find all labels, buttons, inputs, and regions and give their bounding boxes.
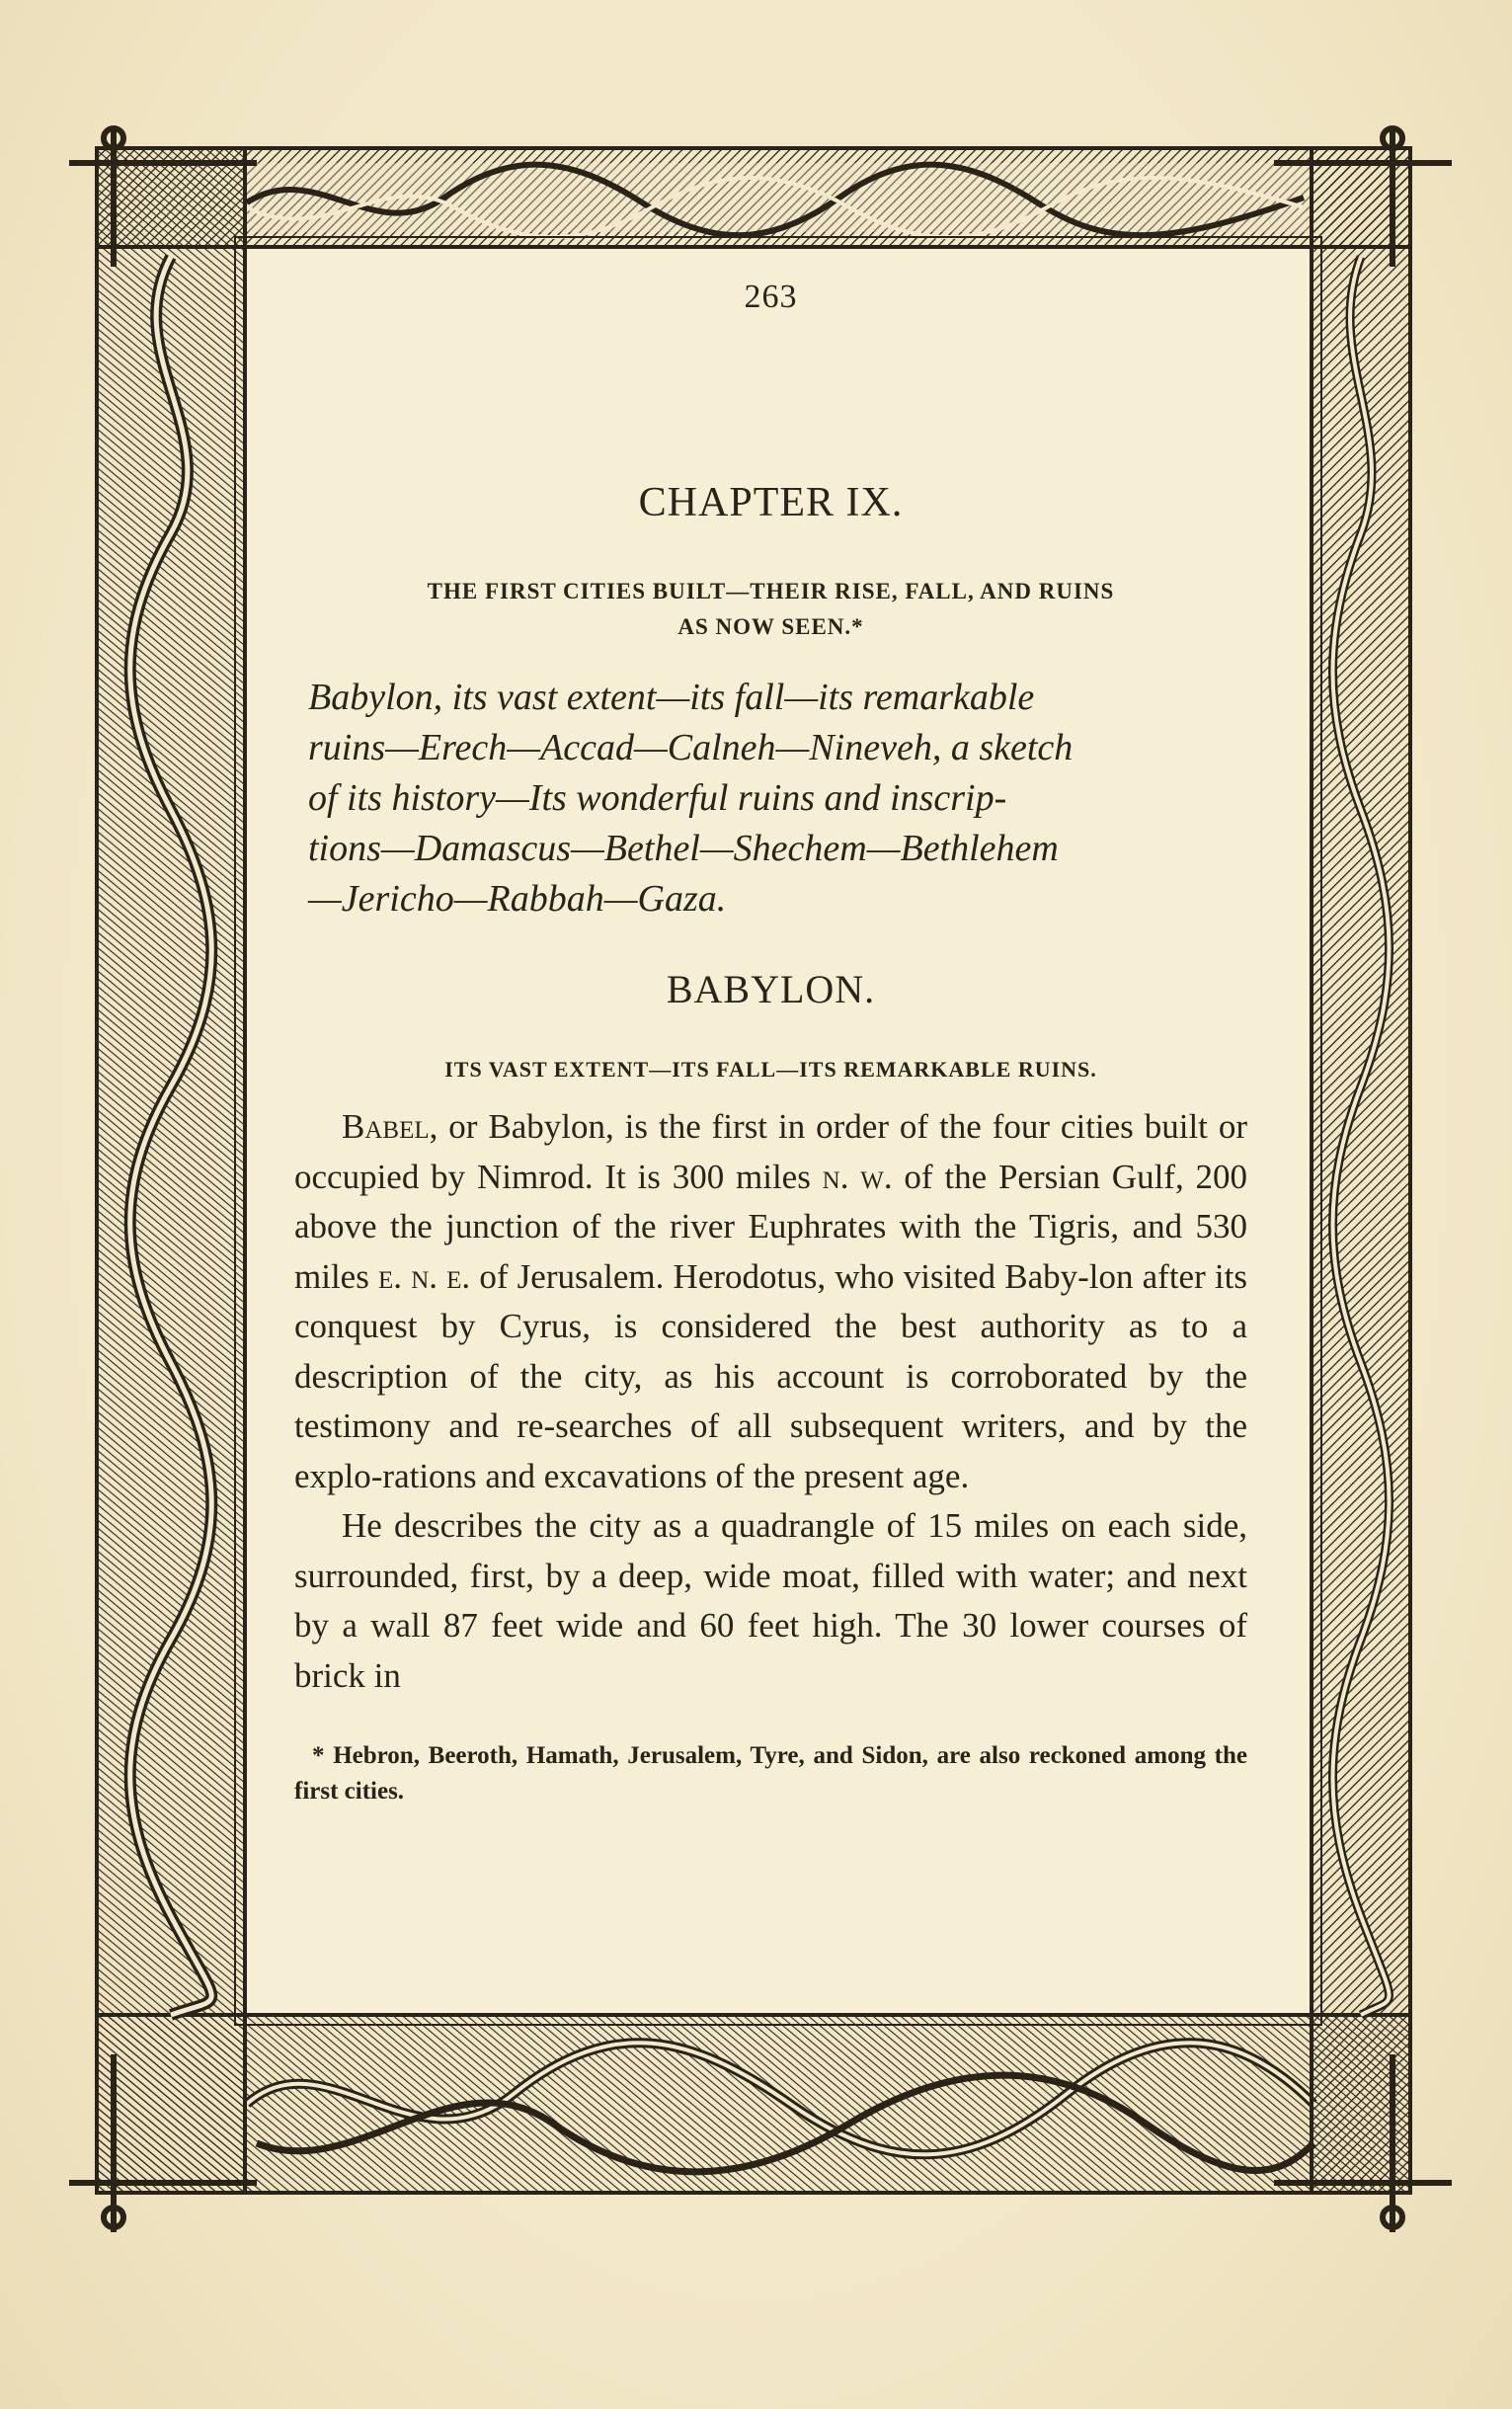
page-number: 263 xyxy=(744,279,798,315)
paragraph-text: or Babylon, is the first in order of the four cities built or occupied by Nimrod. It is 300 miles xyxy=(294,1107,1247,1196)
body-text xyxy=(294,1102,1247,1701)
chapter-title: CHAPTER IX. xyxy=(638,480,904,525)
paragraph-text: of Jerusalem. Herodotus, who visited Baby-lon after its conquest by Cyrus, is considered the best authority as to a description of the city, as his account is corroborated by the testimony and re-searches of all subsequent writers, and by the explo-rations and excavations of the present age. xyxy=(294,1256,1247,1495)
top-border-band xyxy=(97,148,1410,247)
synopsis-line: tions—Damascus—Bethel—Shechem—Bethlehem xyxy=(308,828,1059,869)
paragraph-text: of the Persian Gulf, 200 above the junction of the river Euphrates with the Tigris, and 530 miles xyxy=(294,1157,1248,1296)
chapter-synopsis xyxy=(294,673,1247,924)
direction-abbrev: e. n. e. xyxy=(378,1256,471,1296)
chapter-subtitle xyxy=(294,574,1247,645)
chapter-subtitle-line-2: AS NOW SEEN.* xyxy=(677,614,864,639)
paragraph-1 xyxy=(294,1102,1247,1501)
paragraph-2: He describes the city as a quadrangle of 15 miles on each side, surrounded, first, by a deep, wide moat, filled with water; and next by a wall 87 feet wide and 60 feet high. The 30 lower courses of brick in xyxy=(294,1506,1247,1695)
synopsis-line: of its history—Its wonderful ruins and inscrip- xyxy=(308,777,1007,819)
synopsis-line: Babylon, its vast extent—its fall—its remarkable xyxy=(308,677,1035,718)
section-subtitle: ITS VAST EXTENT—ITS FALL—ITS REMARKABLE RUINS. xyxy=(444,1057,1097,1082)
chapter-subtitle-line-1: THE FIRST CITIES BUILT—THEIR RISE, FALL, AND RUINS xyxy=(427,579,1115,603)
left-border-band xyxy=(97,148,245,2193)
synopsis-line: ruins—Erech—Accad—Calneh—Nineveh, a sketch xyxy=(308,727,1074,768)
direction-abbrev: n. w. xyxy=(822,1157,893,1196)
page-content xyxy=(294,267,1247,1809)
synopsis-line: —Jericho—Rabbah—Gaza. xyxy=(308,878,727,920)
section-title: BABYLON. xyxy=(666,967,876,1011)
right-border-band xyxy=(1312,148,1410,2193)
paragraph-lead-word: Babel, xyxy=(342,1107,438,1146)
bottom-border-band xyxy=(97,2015,1410,2193)
footnote: * Hebron, Beeroth, Hamath, Jerusalem, Tyre, and Sidon, are also reckoned among the first cities. xyxy=(294,1742,1247,1805)
